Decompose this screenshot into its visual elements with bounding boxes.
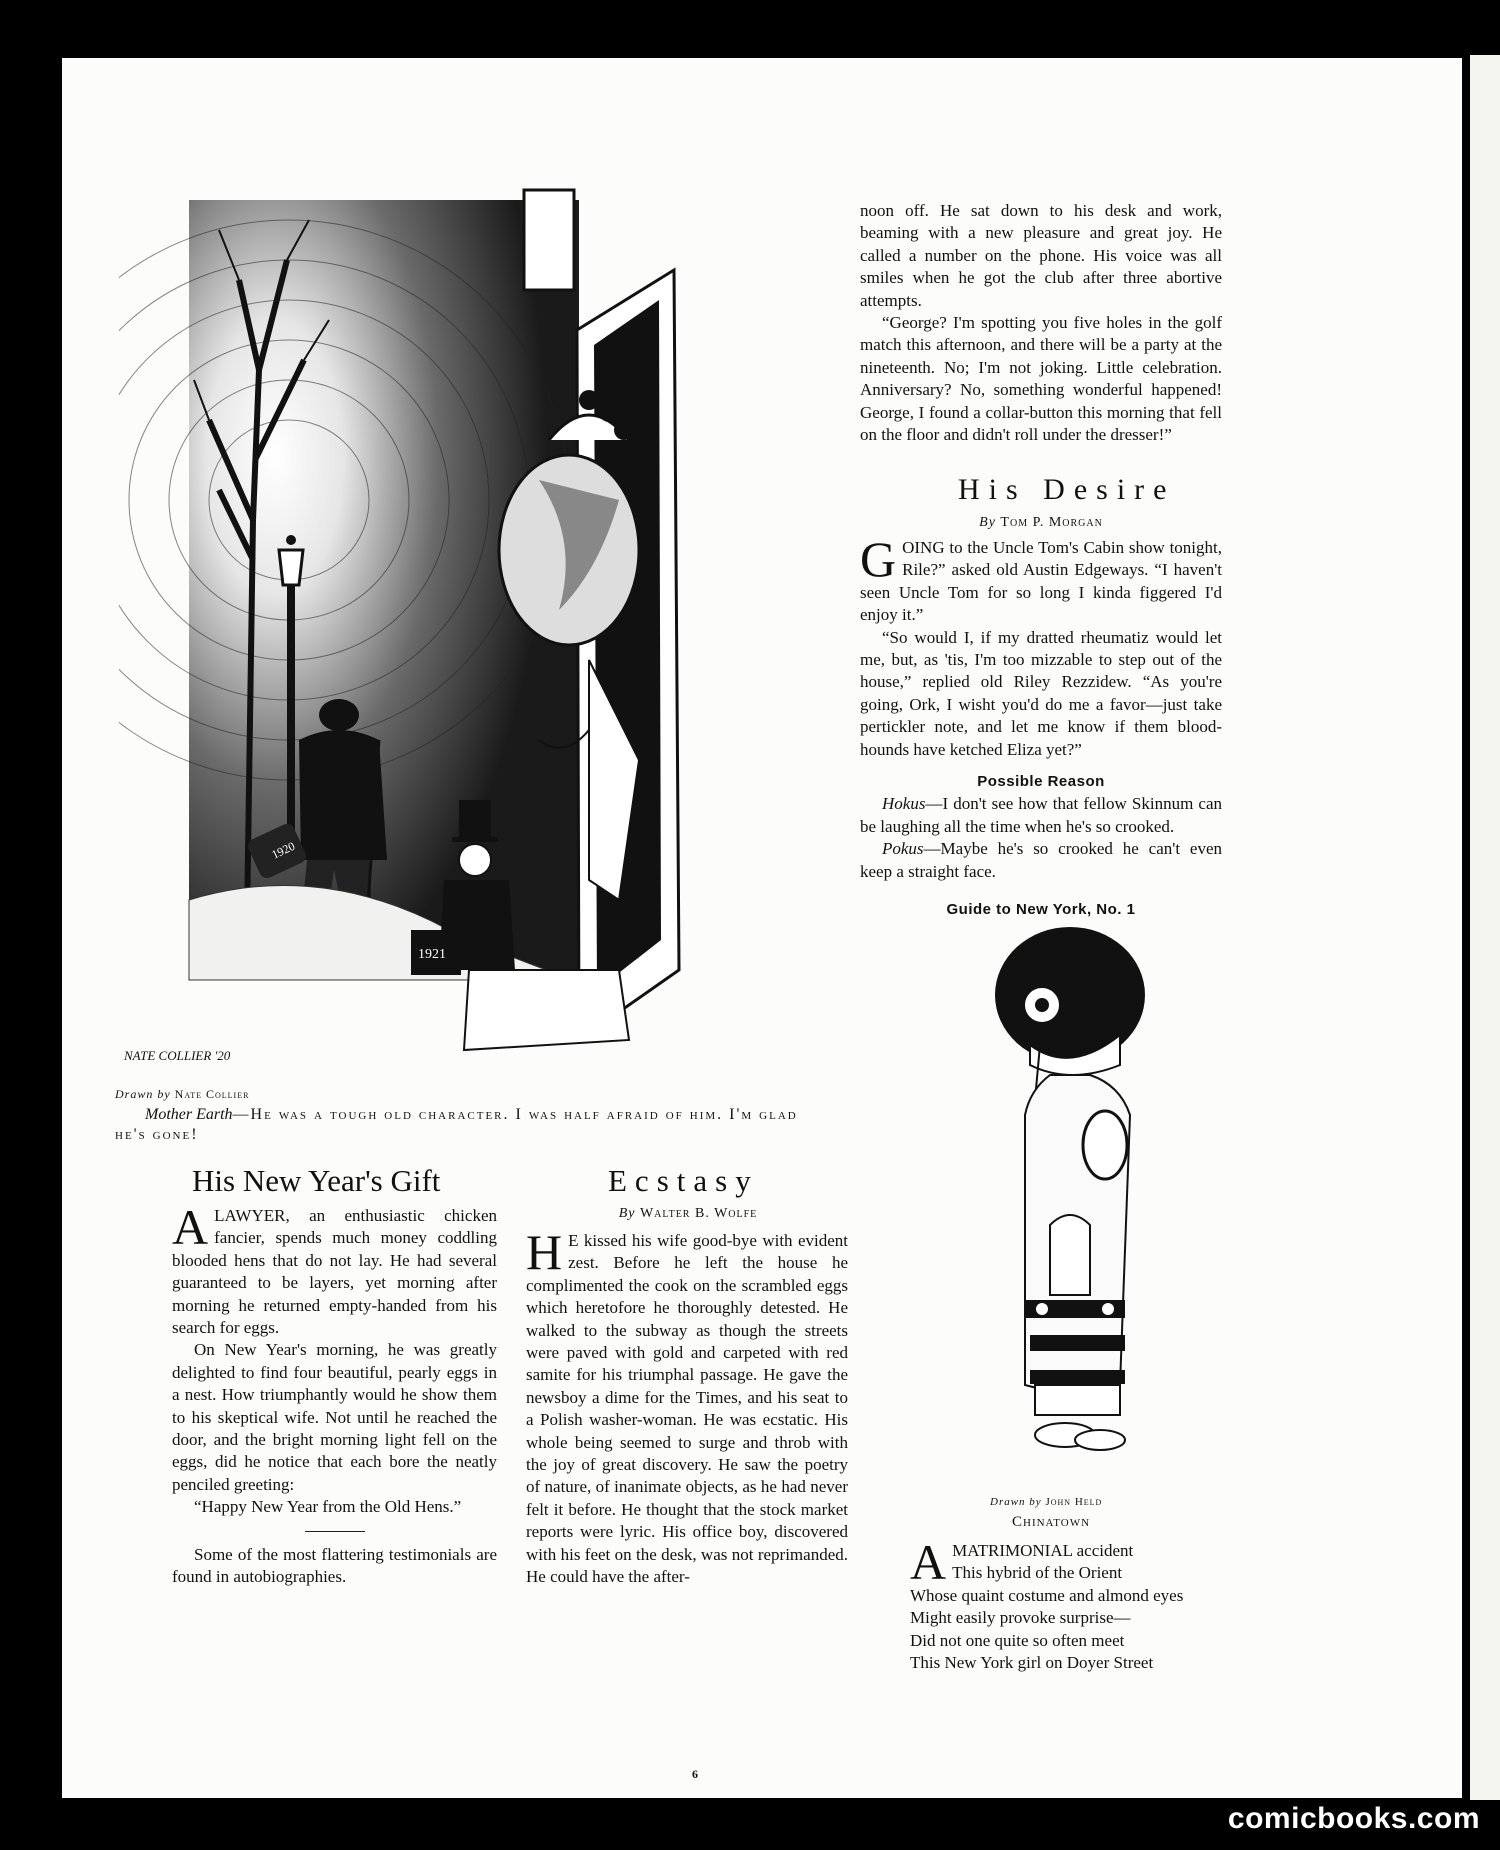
facing-page-edge — [1470, 55, 1500, 1800]
credit-prefix: Drawn by — [990, 1496, 1042, 1508]
joke-line: —Maybe he's so crooked he can't even keep a straight face. — [860, 839, 1222, 881]
poem-line: Did not one quite so often meet — [910, 1630, 1125, 1650]
artist-signature: NATE COLLIER '20 — [124, 1048, 231, 1063]
byline-his-desire — [860, 515, 1222, 531]
article-new-years-gift — [172, 1199, 497, 1589]
cartoon-illustration — [119, 140, 779, 1085]
drop-cap: G — [860, 531, 897, 587]
drop-cap: H — [526, 1224, 563, 1280]
article-paragraph: On New Year's morning, he was greatly delighted to find four beautiful, pearly eggs in a nest. How triumphantly would he show them to his skeptical wife. Not until he reached the door, and the bright morning light fell on the eggs, did he notice that each bore the neatly penciled greeting: — [172, 1340, 497, 1494]
caption-text: —He was a tough old character. I was half afraid of him. I'm glad he's gone! — [115, 1106, 798, 1143]
article-title-his-desire: His Desire — [958, 473, 1176, 506]
article-paragraph: noon off. He sat down to his desk and work, beaming with a new pleasure and great joy. He called a number on the phone. His voice was all smiles when he got the club after three abortive attempts. — [860, 201, 1222, 310]
cartoon-caption — [115, 1105, 835, 1145]
joke-line: —I don't see how that fellow Skinnum can be laughing all the time when he's so crooked. — [860, 794, 1222, 836]
speaker-name: Pokus — [882, 839, 924, 859]
caption-speaker: Mother Earth — [145, 1106, 233, 1123]
article-paragraph: E kissed his wife good-bye with evident zest. Before he left the house he complimented the cook on the scrambled eggs which heretofore he thoroughly detested. He walked to the subway as though the streets were paved with gold and carpeted with red samite for his triumphal passage. He gave the newsboy a dime for the Times, and his seat to a Polish washer-woman. He was ecstatic. His whole being seemed to surge and throb with the joy of great discovery. He saw the poetry of nature, of inanimate objects, as he had never felt it before. He thought that the stock market reports were lyric. His office boy, discovered with his feet on the desk, was not reprimanded. He could have the after- — [526, 1231, 848, 1587]
article-title-new-years-gift: His New Year's Gift — [192, 1163, 441, 1198]
article-his-desire — [860, 531, 1222, 922]
poem-line: This hybrid of the Orient — [952, 1563, 1123, 1583]
poem — [910, 1534, 1270, 1674]
binding-gutter — [1462, 58, 1470, 1798]
article-paragraph: “Happy New Year from the Old Hens.” — [194, 1497, 462, 1517]
byline-author: Walter B. Wolfe — [639, 1206, 758, 1221]
drop-cap: A — [910, 1534, 947, 1590]
credit-name: John Held — [1045, 1496, 1103, 1508]
article-paragraph: LAWYER, an enthusiastic chicken fancier, spends much money coddling blooded hens that do not lay. He had several guaranteed to be layers, yet morning after morning he returned empty-handed from his search for eggs. — [172, 1206, 497, 1338]
speaker-name: Hokus — [882, 794, 926, 814]
article-paragraph: OING to the Uncle Tom's Cabin show tonight, Rile?” asked old Austin Edgeways. “I haven't seen Uncle Tom for so long I kinda figgered I'd enjoy it.” — [860, 538, 1222, 625]
section-divider — [305, 1531, 365, 1532]
poem-line: Might easily provoke surprise— — [910, 1608, 1131, 1628]
article-title-ecstasy: Ecstasy — [608, 1163, 759, 1198]
chinatown-illustration — [970, 915, 1170, 1495]
new-year-label: 1921 — [418, 947, 446, 962]
guide-title: Guide to New York, No. 1 — [946, 901, 1136, 919]
site-watermark: comicbooks.com — [1227, 1802, 1480, 1835]
credit-prefix: Drawn by — [115, 1087, 171, 1101]
poem-line: Whose quaint costume and almond eyes — [910, 1585, 1184, 1605]
cartoon-credit — [115, 1087, 249, 1102]
drop-cap: A — [172, 1199, 209, 1255]
byline-prefix: By — [979, 515, 996, 530]
credit-name: Nate Collier — [174, 1087, 250, 1101]
poem-line: MATRIMONIAL accident — [952, 1541, 1134, 1560]
page-number: 6 — [692, 1767, 698, 1781]
article-ecstasy-continued — [860, 200, 1222, 446]
byline-author: Tom P. Morgan — [1000, 515, 1103, 530]
byline-prefix: By — [618, 1206, 636, 1221]
joke-title: Possible Reason — [977, 773, 1105, 791]
old-year-label: 1920 — [269, 838, 298, 862]
article-paragraph: “George? I'm spotting you five holes in the golf match this afternoon, and there will be a party at the nineteenth. No; I'm not joking. Little celebration. Anniversary? No, something wonderful happened! George, I found a collar-button this morning that fell on the floor and didn't roll under the dresser!” — [860, 313, 1222, 445]
article-paragraph: “So would I, if my dratted rheumatiz would let me, but, as 'tis, I'm too mizzable to step out of the house,” replied old Riley Rezzidew. “As you're going, Ork, I wisht you'd do me a favor—just take pertickler note, and let me know if them blood-hounds have ketched Eliza yet?” — [860, 627, 1222, 759]
filler-paragraph: Some of the most flattering testimonials are found in autobiographies. — [172, 1544, 497, 1587]
illustration-caption: Chinatown — [1012, 1514, 1091, 1530]
article-ecstasy — [526, 1224, 848, 1589]
poem-line: This New York girl on Doyer Street — [910, 1653, 1154, 1673]
byline-ecstasy — [528, 1206, 848, 1222]
illustration-credit — [990, 1496, 1102, 1508]
